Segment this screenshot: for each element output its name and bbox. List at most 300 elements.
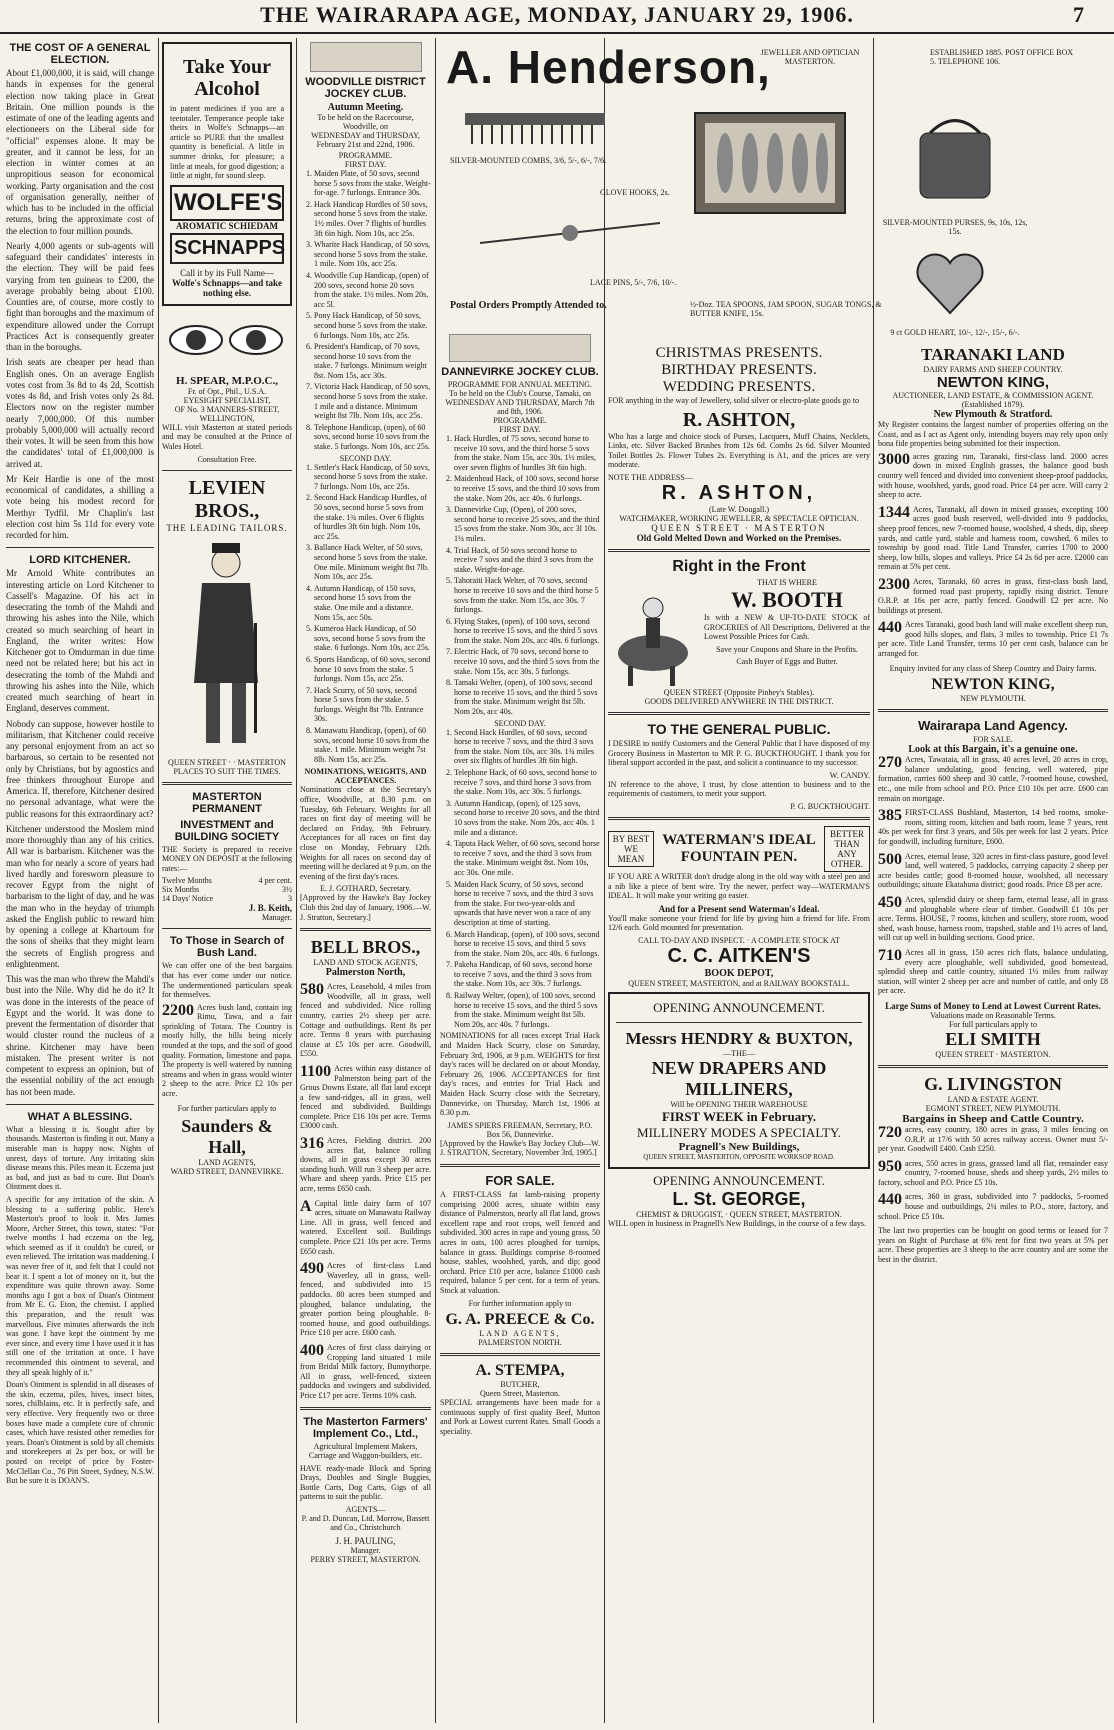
race-item: 1. Settler's Hack Handicap, of 50 sovs, second horse 5 sovs from the stake. 7 furlongs. Nom 10s, acc 25s. [314, 463, 431, 492]
waterman-banner [608, 826, 870, 872]
race-item: 8. Tamaki Welter, (open), of 100 sovs, second horse to receive 15 sovs, and the third 5 sovs from the stake. Minimum weight 8st 5lb. Nom 20s, acc 40s. [454, 678, 600, 716]
wairarapa-terms: Large Sums of Money to Lend at Lowest Current Rates. [885, 1000, 1101, 1011]
listing-text: acres, 550 acres in grass, grassed land all flat, remainder easy country, 7-roomed house, sheds and sheep yards, 2½ miles to factory, school and P.O. Price £5 10s. [878, 1158, 1108, 1187]
election-paragraph: Mr Keir Hardie is one of the most economical of candidates, a shilling a vote being his modest record for Merthyr Tydfil. Mr Chaplin's last election cost him 5s 11d for every vote recorded for him. [6, 473, 154, 540]
wolfes-tagline: Wolfe's Schnapps—and take nothing else. [171, 277, 283, 298]
society-manager: J. B. Keith, [248, 903, 292, 914]
woodville-meeting: Autumn Meeting. [327, 102, 404, 113]
land-listing [878, 755, 1108, 803]
lace-pin-illustration [470, 203, 670, 263]
xmas-heading: CHRISTMAS PRESENTS. [655, 345, 823, 361]
race-item: 1. Hack Hurdles, of 75 sovs, second horse to receive 10 sovs, and the third horse 5 sovs from the stake. Nom 15s, acc 30s. 1½ miles, over seven flights of hurdles 3ft 6in high. [454, 434, 600, 472]
listing-text: Acres, eternal lease, 320 acres in first-class pasture, good level land, well watered, 5 paddocks, carrying capacity 2 sheep per acre besides cattle; good 8-roomed house, woolshed, all necessary outbuildings; situate Ekatahuna district; good roads. Price £8 per acre. [878, 851, 1108, 890]
acre-count: 500 [878, 850, 902, 868]
race-item: 4. Woodville Cup Handicap, (open) of 200 sovs, second horse 20 sovs from the stake. 1½ miles. Nom 20s, acc 5l. [314, 271, 431, 309]
pauling-name: J. H. PAULING, [335, 1536, 396, 1547]
livingston-note: The last two properties can be bought on good terms or leased for 7 years on Right of Purchase at 6% rent for first two years at 5% per acre. These properties are 3 sheep to the acre country and are some the best in the district. [878, 1226, 1108, 1265]
schnapps-logo: SCHNAPPS [170, 233, 284, 264]
nominations-heading: NOMINATIONS, WEIGHTS, AND ACCEPTANCES. [304, 767, 427, 786]
land-listing [878, 948, 1108, 996]
rate-label: Six Months [162, 885, 200, 895]
race-item: 8. Manawatu Handicap, (open), of 60 sovs, second horse 10 sovs from the stake. 1 mile. Minimum weight 7st 8lb. Nom 15s, acc 25s. [314, 726, 431, 764]
acre-count: 2300 [878, 575, 910, 593]
land-listing [300, 1136, 431, 1194]
st-george-body: WILL open in business in Pragnell's New Buildings, in the course of a few days. [608, 1218, 866, 1228]
newspaper-title: THE WAIRARAPA AGE, MONDAY, JANUARY 29, 1906. [260, 2, 854, 27]
pragnell-address: QUEEN STREET, MASTERTON, OPPOSITE WORKSOP ROAD. [643, 1152, 835, 1161]
race-item: 8. Telephone Handicap, (open), of 60 sovs, second horse 10 sovs from the stake. 5 furlongs. Nom 10s, acc 25s. [314, 423, 431, 452]
saunders-address: WARD STREET, DANNEVIRKE. [170, 1167, 284, 1177]
opening-heading: OPENING ANNOUNCEMENT. [653, 999, 825, 1015]
pragnell-buildings: Pragnell's New Buildings, [678, 1140, 800, 1153]
day-label: SECOND DAY. [494, 718, 546, 728]
race-item: 2. Second Hack Handicap Hurdles, of 50 sovs, second horse 5 sovs from the stake. 1¾ miles. Over 6 flights of hurdles 3ft 6in high. Nom 10s, acc 25s. [314, 493, 431, 541]
wolfes-tagline: Call it by its Full Name— [180, 267, 274, 278]
kitchener-paragraph: Mr Arnold White contributes an interesting article on Lord Kitchener to Cassell's Magazine. Of his act in desecrating the tomb of the Mahdi and throwing his ashes into the Nile, which created so much searching of heart in England, the writer writes: How Kitchener got to Omdurman in due time need not be related here; but his act in desecrating the tomb of the Mahdi and throwing his ashes into the Nile, which created much searching of heart in England, deserves comment. [6, 568, 154, 714]
henderson-established: ESTABLISHED 1885. POST OFFICE BOX 5. TELEPHONE 106. [930, 48, 1074, 66]
acre-count: 400 [300, 1341, 324, 1359]
front-subtitle: THAT IS WHERE [757, 577, 817, 587]
acre-count: 440 [878, 1191, 902, 1209]
heart-locket-illustration [910, 243, 990, 323]
millinery-heading: MILLINERY MODES A SPECIALTY. [637, 1124, 841, 1140]
race-list [300, 169, 431, 452]
aitken-subtitle: BOOK DEPOT, [704, 967, 774, 979]
race-item: 6. Sports Handicap, of 60 sovs, second horse 10 sovs from the stake. 5 furlongs. Nom 15s, acc 25s. [314, 655, 431, 684]
lace-caption: LACE PINS, 5/-, 7/6, 10/-. [590, 278, 677, 287]
newton-name: NEWTON KING, [931, 676, 1055, 694]
forsale-heading: FOR SALE. [485, 1172, 555, 1188]
land-listing [300, 1064, 431, 1131]
acre-count: 1344 [878, 503, 910, 521]
booth-name: W. BOOTH [731, 586, 843, 612]
ashton-name: R. ASHTON, [682, 408, 796, 431]
divider [300, 928, 431, 931]
race-item: 6. President's Handicap, of 70 sovs, second horse 10 sovs from the stake. 7 furlongs. Minimum weight 8st. Nom 15s, acc 30s. [314, 342, 431, 380]
ashton-gold: Old Gold Melted Down and Worked on the Premises. [636, 532, 842, 543]
candy-signature: W. CANDY. [829, 770, 870, 780]
election-paragraph: About £1,000,000, it is said, will change hands in expenses for the general election now taking place in Great Britain. One million pounds is the estimate of one of the leading agents and electioneers on the Liberal side for "official" expenses alone. It may be greater, and it cannot be less, for an election in winter comes at an unpropitious season for economical working. Party organisation and the cost of organisation generally, neither of which has to be included in the official returns, bring the approximate cost of the election to four million pounds. [6, 68, 154, 236]
purse-illustration [910, 108, 1000, 208]
acre-count: 2200 [162, 1001, 194, 1019]
kitchener-paragraph: This was the man who threw the Mahdi's bust into the Nile. Why did he do it? It was done in the interests of the peace of Egypt and the world. It was done to prevent the fermentation of disorder that would cluster round the nucleus of a shrine. Kitchener may have been mistaken. The present writer is not competent to express an opinion, but of the essential nobility of the act enough has not been made. [6, 974, 154, 1097]
divider [162, 470, 292, 471]
hendry-will: Will be OPENING THEIR WAREHOUSE [670, 1099, 808, 1109]
column-rule [158, 38, 159, 1723]
wolfes-advert [162, 42, 292, 306]
racehorse-engraving [310, 42, 422, 72]
kitchener-paragraph: Kitchener understood the Moslem mind more thoroughly than any of his critics. All war is barbarism. Kitchener was the man who for nearly a score of years had lived hardly and foresworn pleasure to recover Egypt from the night of barbarism to the light of day, and he was the man who in the heyday of triumph asked the English public to reward him by opening a college at Khartoum for the sons of sheiks that they might learn the secrets of English progress and enlightenment. [6, 823, 154, 969]
waterman-body: IF YOU ARE A WRITER don't drudge along in the old way with a steel pen and a nib like a piece of bent wire. Try the newer, perfect way—WATERMAN'S IDEAL. It will make your writing go easier. [608, 871, 870, 901]
society-body: THE Society is prepared to receive MONEY ON DEPOSIT at the following rates:— [162, 844, 292, 873]
alcohol-heading: Take Your Alcohol [183, 56, 271, 100]
booth-body: Is with a NEW & UP-TO-DATE STOCK of GROCERIES of All Descriptions, Delivered at the Lowest Possible Prices for Cash. [704, 612, 870, 642]
day-label: FIRST DAY. [344, 160, 387, 169]
stempa-name: A. STEMPA, [475, 1362, 565, 1380]
levien-tagline: PLACES TO SUIT THE TIMES. [173, 766, 281, 776]
forsale-body: A FIRST-CLASS fat lamb-raising property comprising 2000 acres, situate within easy distance of Palmerston, nearly all flat land, grows excellent rape and root crops, well fenced and subdivided. 300 acres in rape and young grass, 50 acres in oats, 100 acres ploughed for turnips, balance in grass. Buildings comprise 8-roomed house, stables, woolshed, yards, and dip; good orchard. Price £10 per acre, balance £1000 cash required, balance 5 per cent. for a term of years. Stock at valuation. [440, 1189, 600, 1295]
public-heading: TO THE GENERAL PUBLIC. [647, 720, 831, 737]
society-manager-title: Manager. [262, 913, 292, 923]
bell-town: Palmerston North, [325, 967, 406, 979]
eli-smith-name: ELI SMITH [945, 1028, 1041, 1049]
acre-count: 385 [878, 807, 902, 825]
divider [6, 547, 154, 548]
acre-count: 950 [878, 1157, 902, 1175]
booth-butter: Cash Buyer of Eggs and Butter. [736, 657, 838, 667]
listing-text: acres, easy country, 180 acres in grass, 3 miles fencing on O.R.P. at 17/6 with 50 acres railway access. Owner must 5/- per year. Goodwill £400. Cash £250. [878, 1124, 1108, 1154]
acre-count: 3000 [878, 450, 910, 468]
horseman-illustration [608, 578, 698, 688]
divider [440, 1164, 600, 1167]
booth-goods: GOODS DELIVERED ANYWHERE IN THE DISTRICT. [644, 696, 834, 706]
bell-name: BELL BROS., [310, 937, 421, 958]
blessing-paragraph: What a blessing it is. Sought after by thousands. Masterton is finding it out. Many a miserable man is happy now. Nights of unrest, days of torture. Any irritating skin disease means this. Piles mean it. Eczema just as bad, and just as bad to cure. But Doan's Ointment does it. [6, 1124, 154, 1192]
hendry-advert [608, 992, 870, 1169]
listing-text: acres grazing run, Taranaki, first-class land. 2000 acres down in mixed English grasses, the balance good bush country well fenced and divided into convenient sheep-proof paddocks, with house, woolshed, yards, good road. Price £4 per acre. Will carry 2 sheep to acre. [878, 451, 1108, 500]
farmers-body: HAVE ready-made Block and Spring Drays, Doubles and Single Buggies, Bottle Carts, Dog Carts, Gigs of all patterns to suit the public. [300, 1463, 431, 1502]
race-item: 6. March Handicap, (open), of 100 sovs, second horse to receive 15 sovs, and third 5 sovs from the stake. Nom 20s, acc 40s. 6 furlongs. [454, 930, 600, 959]
listing-text: Capital little dairy farm of 107 acres, situate on Manawatu Railway Line. All in grass, well fenced and watered. Excellent soil. Buildings complete. Price £21 10s per acre. Terms £650 cash. [300, 1198, 431, 1256]
spear-detail: OF No. 3 MANNERS-STREET, WELLINGTON, [174, 404, 280, 423]
society-heading: MASTERTON PERMANENT [192, 790, 262, 815]
newton-enquiry: Enquiry invited for any class of Sheep Country and Dairy farms. [889, 663, 1097, 673]
listing-text: Acres all in grass, 150 acres rich flats, balance undulating, every acre ploughable, well subdivided, good homestead, splendid sheep and cattle country, situated 1½ miles from railway station, will winter 2 sheep per acre and number of cattle, and only £8 per acre. [878, 947, 1108, 996]
rate-value: 4 per cent. [258, 876, 292, 886]
land-listing [878, 452, 1108, 500]
the-label: —THE— [723, 1048, 755, 1058]
programme-label: PROGRAMME. [338, 151, 393, 160]
ashton-name: R. ASHTON, [661, 481, 817, 504]
listing-text: Acres, Tawataia, all in grass, 40 acres level, 20 acres in crop, balance undulating, good fencing, well watered, pipe formation, carries 600 sheep and 30 cattle, 7-roomed house, cowshed, etc., one mile from school and P.O. Price £10 10s per acre. £600 can remain on mortgage. [878, 755, 1108, 803]
rate-row [162, 894, 292, 903]
levien-address: QUEEN STREET · · MASTERTON [168, 757, 286, 767]
land-listing [300, 1261, 431, 1338]
levien-subtitle: THE LEADING TAILORS. [166, 522, 288, 533]
race-item: 2. Hack Handicap Hurdles of 50 sovs, second horse 5 sovs from the stake. 1½ miles. Over 7 flights of hurdles 3ft 6in high. Nom 10s, acc 25s. [314, 200, 431, 238]
land-listing [878, 1159, 1108, 1188]
stempa-subtitle: BUTCHER, [500, 1380, 540, 1390]
divider [608, 817, 870, 820]
nominations-body: Nominations close at the Secretary's office, Woodville, at 8.30 p.m. on Tuesday, 6th February. Weights for all races on first day of meeting will be declared on Friday, 9th February. Acceptances for all races on first day close on Monday, February 12th. Weights for all races on second day of meeting will be declared at 9 p.m. on the evening of the first day's races. [300, 785, 431, 881]
buckthought-signature: P. G. BUCKTHOUGHT. [790, 801, 870, 811]
programme-label: PROGRAMME. [493, 416, 547, 425]
ashton-body: Who has a large and choice stock of Purses, Lacquers, Muff Chains, Necklets, Links, etc. Silver Backed Brushes from 12s 6d. Combs 2s 6d. Silver Mounted Toilet Bottles 2s. Flower Tubes 2s. Everything is A1, and the prices are very moderate. [608, 431, 870, 470]
race-item: 7. Victoria Hack Handicap, of 50 sovs, second horse 5 sovs from the stake. 1 mile and a distance. Minimum weight 8st 7lb. Nom 10s, acc 25s. [314, 382, 431, 420]
acre-count: 1100 [300, 1062, 332, 1080]
bush-intro: We can offer one of the best bargains that has ever come under our notice. The undermentioned particulars speak for themselves. [162, 961, 292, 1000]
race-item: 5. Tahoraiti Hack Welter, of 70 sovs, second horse to receive 10 sovs and the third horse 5 sovs from the stake. Nom 15s, acc 30s. 7 furlongs. [454, 576, 600, 614]
public-body: IN reference to the above, I trust, by close attention to business and to the requirements of customers, to merit your support. [608, 779, 870, 799]
pauling-address: PERRY STREET, MASTERTON. [310, 1555, 421, 1565]
society-heading: INVESTMENT and BUILDING SOCIETY [174, 818, 280, 843]
race-item: 3. Dannevirke Cup, (Open), of 200 sovs, second horse to receive 25 sovs, and the third 15 sovs from the stake. Nom 30s, acc 3l 10s. 1¼ miles. [454, 505, 600, 543]
ashton-street: QUEEN STREET · MASTERTON [651, 522, 827, 533]
waterman-right: BETTER THAN ANY OTHER. [824, 826, 870, 872]
race-list [440, 728, 600, 1030]
race-item: 1. Maiden Plate, of 50 sovs, second horse 5 sovs from the stake. Weight-for-age. 7 furlongs. Entrance 30s. [314, 169, 431, 198]
kitchener-heading: LORD KITCHENER. [29, 554, 131, 567]
gentleman-illustration [162, 533, 290, 753]
listing-text: Acres, Taranaki, 60 acres in grass, first-class bush land, formed road past property, rapidly rising district. Tenure O.R.P. at 16s per acre, partly fenced. Goodwill £2 per acre. No buildings at present. [878, 576, 1108, 615]
booth-advert [608, 578, 870, 688]
divider [162, 782, 292, 785]
race-item: 1. Second Hack Hurdles, of 60 sovs, second horse to receive 7 sovs, and the third 3 sovs from the stake. Nom 10s, acc 30s. 1¾ miles over six flights of hurdles 3ft 6in high. [454, 728, 600, 766]
livingston-address: EGMONT STREET, NEW PLYMOUTH. [925, 1103, 1061, 1113]
land-listing [878, 505, 1108, 572]
race-item: 3. Ballance Hack Welter, of 50 sovs, second horse 5 sovs from the stake. One mile. Minimum weight 8st 7lb. Nom 10s, acc 25s. [314, 543, 431, 581]
bell-subtitle: LAND AND STOCK AGENTS, [313, 958, 418, 968]
booth-address: QUEEN STREET (Opposite Pinhey's Stables). [663, 687, 815, 697]
livingston-name: G. LIVINGSTON [924, 1073, 1062, 1094]
column-6 [878, 345, 1108, 1723]
aitken-address: QUEEN STREET, MASTERTON, and at RAILWAY BOOKSTALL. [628, 978, 850, 988]
acre-count: 440 [878, 619, 902, 637]
ashton-late: (Late W. Dougall.) [709, 504, 769, 514]
listing-text: Acres, Taranaki, all down in mixed grasses, excepting 100 acres good bush reserved, well-divided into 9 paddocks, sheep proof fences, new 7-roomed house, woolshed, 4 sheds, dip, sheep yards, and cattle yard, stable and harness room, cowshed, 6 miles to township by good road. Title Land Transfer, carries 1700 to 2000 sheep, low hills, slopes and valleys. Price £4 2s 6d per acre. £2000 can remain at 5% per cent. [878, 504, 1108, 572]
race-list [300, 463, 431, 765]
land-listing [878, 808, 1108, 846]
front-heading: Right in the Front [672, 557, 806, 575]
blessing-heading: WHAT A BLESSING. [27, 1110, 133, 1123]
newton-town: New Plymouth & Stratford. [933, 409, 1053, 420]
race-item: 7. Hack Scurry, of 50 sovs, second horse 5 sovs from the stake. 5 furlongs. Weight 8st 7lb. Entrance 30s. [314, 686, 431, 724]
spear-detail: Fr. of Opt., Phil., U.S.A. [187, 386, 267, 396]
bush-listing [162, 1003, 292, 1099]
glove-caption: GLOVE HOOKS, 2s. [600, 188, 670, 197]
race-item: 4. Autumn Handicap, of 150 sovs, second horse 15 sovs from the stake. One mile and a distance. Nom 15s, acc 50s. [314, 584, 431, 622]
column-3 [300, 38, 431, 1723]
preece-town: PALMERSTON NORTH. [478, 1338, 562, 1348]
taranaki-subtitle: DAIRY FARMS AND SHEEP COUNTRY. [923, 365, 1063, 374]
bush-more: For further particulars apply to [177, 1103, 277, 1113]
divider [608, 549, 870, 552]
land-listing [300, 982, 431, 1059]
spoons-caption: ½-Doz. TEA SPOONS, JAM SPOON, SUGAR TONGS, & BUTTER KNIFE, 15s. [690, 300, 882, 318]
dannevirke-nominations: NOMINATIONS for all races except Trial Hack and Maiden Hack Scurry, close on Saturday, February 3rd, 1906, at 9 p.m. WEIGHTS for first day's races will be declared on or about Monday, February 26, 1906. ACCEPTANCES for first day's races, and entries for Trial Hack and Maiden Hack Scurry close with the Secretary, Dannevirke, on Thursday, March 1st, 1906 at 8.30 p.m. [440, 1031, 600, 1118]
race-item: 4. Taputa Hack Welter, of 60 sovs, second horse to receive 7 sovs, and the third 3 sovs from the stake. Minimum weight 8st. Nom 10s, acc 30s. One mile. [454, 839, 600, 877]
blessing-paragraph: Doan's Ointment is splendid in all diseases of the skin, eczema, piles, hives, insect bites, sores, chilblains, etc. It is perfectly safe, and very effective. Very frequently two or three boxes have made a complete cure of chronic cases, which have resisted other remedies for years. Doan's Ointment is sold by all chemists and storekeepers at 2s per box, or will be posted on receipt of price by Foster-McClellan Co., 76 Pitt Street, Sydney, N.S.W. But be sure it is DOAN'S. [6, 1380, 154, 1486]
divider [878, 1065, 1108, 1068]
combs-caption: SILVER-MOUNTED COMBS, 3/6, 5/-, 6/-, 7/6. [450, 156, 607, 165]
rate-row [162, 885, 292, 894]
agents-names: P. and D. Duncan, Ltd. Morrow, Bassett and Co., Christchurch [301, 1514, 430, 1533]
dannevirke-title: DANNEVIRKE JOCKEY CLUB. [441, 366, 599, 378]
divider [608, 712, 870, 715]
race-item: 2. Telephone Hack, of 60 sovs, second horse to receive 7 sovs, and third horse 3 sovs from the stake. Nom 10s, acc 30s. 5 furlongs. [454, 768, 600, 797]
rate-value: 3½ [282, 885, 292, 895]
saunders-name: Saunders & Hall, [181, 1116, 273, 1158]
column-4 [440, 330, 600, 1723]
divider [878, 709, 1108, 712]
pauling-title: Manager. [350, 1546, 381, 1556]
saunders-subtitle: LAND AGENTS, [198, 1158, 256, 1168]
woodville-held: To be held on the Racecourse, Woodville, on [317, 113, 414, 131]
waterman-gold: You'll make someone your friend for life by giving him a friend for life. From 12/6 each. Gold mounted for presentation. [608, 913, 870, 933]
divider [162, 928, 292, 929]
listing-text: Acres of first class dairying or Cropping land situated 1 mile from Bridal Milk factory, Bunnythorpe. All in grass, well-fenced, sixteen paddocks and swingers and subdivided. Price £17 per acre. Terms 10% cash. [300, 1342, 431, 1400]
newton-trade: AUCTIONEER, LAND ESTATE, & COMMISSION AGENT. (Established 1879). [892, 391, 1094, 409]
land-listing [300, 1343, 431, 1401]
acre-count: 316 [300, 1135, 324, 1153]
column-rule [296, 38, 297, 1723]
acre-count: 270 [878, 754, 902, 772]
race-item: 6. Flying Stakes, (open), of 100 sovs, second horse to receive 15 sovs, and the third 5 sovs from the stake. Nom 20s, acc 40s. 6 furlongs. [454, 617, 600, 646]
column-rule [435, 38, 436, 1723]
aitken-call: CALL TO-DAY AND INSPECT. · A COMPLETE STOCK AT [638, 935, 840, 945]
ashton-trade: WATCHMAKER, WORKING JEWELLER, & SPECTACLE OPTICIAN. [619, 513, 859, 523]
wolfes-logo: WOLFE'S [170, 185, 284, 221]
spear-name: H. SPEAR, M.P.O.C., [176, 374, 278, 387]
approval-note: [Approved by the Hawke's Bay Jockey Club this 2nd day of January, 1906.—W. J. Stratton, Secretary.] [300, 893, 431, 922]
spear-detail: EYESIGHT SPECIALIST, [183, 395, 271, 405]
public-body: I DESIRE to notify Customers and the General Public that I have disposed of my Grocery Business in Masterton to MR P. G. BUCKTHOUGHT. I thank you for liberal support accorded in the past, and solicit a continuance to my successor. [608, 738, 870, 768]
xmas-body: FOR anything in the way of Jewellery, solid silver or electro-plate goods go to [608, 396, 859, 405]
land-listing [878, 852, 1108, 890]
race-item: 5. Pony Hack Handicap, of 50 sovs, second horse 5 sovs from the stake. 6 furlongs. Nom 10s, acc 25s. [314, 311, 431, 340]
rate-label: Twelve Months [162, 876, 212, 886]
newton-intro: My Register contains the largest number of properties offering on the Coast, and as I act as Agent only, intending buyers may rely upon only bona fide properties being submitted for their inspection. [878, 420, 1108, 449]
purses-caption: SILVER-MOUNTED PURSES, 9s, 10s, 12s, 15s. [882, 218, 1028, 236]
rate-row [162, 876, 292, 885]
election-paragraph: Irish seats are cheaper per head than English ones. On an average English votes cost from 3s 8d to 4s 2d, Scottish votes 4s 8d, and Irish votes only 2s 8d. Electors now on the register number nearly 7,000,000. Of this number probably 5,000,000 will actually record their votes. It will be seen from this how the candidates' total of £1,000,000 is arrived at. [6, 357, 154, 469]
divider [440, 1353, 600, 1356]
divider [6, 1104, 154, 1105]
st-george-name: L. St. GEORGE, [672, 1188, 806, 1209]
race-item: 8. Railway Welter, (open), of 100 sovs, second horse to receive 15 sovs, and the third 5 sovs from the stake. Minimum weight 8st 5lb. Nom 20s, acc 40s. 7 furlongs. [454, 991, 600, 1029]
aitken-name: C. C. AITKEN'S [667, 944, 811, 967]
listing-text: FIRST-CLASS Bushland, Masterton, 14 bed rooms, smoke-room, sitting room, kitchen and bath room, lease 7 years, rent 40s per week for first 3 years, and 50s per week for last 2 years. Price for goodwill, including furniture, £600. [878, 808, 1108, 846]
race-list [440, 434, 600, 717]
land-listing [300, 1199, 431, 1257]
rate-label: 14 Days' Notice [162, 894, 214, 904]
race-item: 7. Pakeha Handicap, of 60 sovs, second horse to receive 7 sovs, and the third 3 sovs from the stake. Nom 10s, acc 30s. 7 furlongs. [454, 960, 600, 989]
listing-text: Acres, Fielding district. 200 acres flat, balance rolling downs, all in grass except 30 acres standing bush. Will run 3 sheep per acre. Whare and sheep yards. Price £15 per acre, terms £650 cash. [300, 1136, 431, 1194]
waterman-left: BY BEST WE MEAN [608, 831, 654, 867]
stempa-body: SPECIAL arrangements have been made for a continuous supply of first quality Beef, Mutton and Pork at Lowest current Rates. Small Goods a speciality. [440, 1398, 600, 1436]
henderson-trade: JEWELLER AND OPTICIAN MASTERTON. [760, 48, 860, 66]
wolfes-subtitle: AROMATIC SCHIEDAM [175, 220, 279, 231]
newton-name: NEWTON KING, [936, 374, 1050, 391]
acre-count: A [300, 1197, 312, 1215]
preece-name: G. A. PREECE & Co. [445, 1311, 595, 1329]
listing-text: Acres within easy distance of Palmerston being part of the Grous Downs Estate, all flat land except a few sand-ridges, all in grass, well fenced and subdivided. Buildings complete. Price £16 10s per acre. Terms £3000 cash. [300, 1063, 431, 1131]
masthead [0, 0, 1114, 34]
secretary: E. J. GOTHARD, Secretary. [320, 884, 411, 894]
blessing-paragraph: A specific for any irritation of the skin. A blessing to a suffering public. Here's Masterton's proof to look it. Mrs James Moore, Archer Street, this town, states: "For twelve months I had eczema on the leg, which seemed as if it couldn't be cured, or even relieved. The irritation was maddening. I was never free of it, and felt that I could not bear it. I spent a lot of money on it, but the expenditure was quite thrown away. Some months ago I got a box of Doan's Ointment from Mr E. G. Eton, the chemist. I applied this preparation, and the result was marvellous. Five minutes afterwards the itch was gone. I have kept the ointment by me ever since, and every time I have used it it has still one of the irritation at once. I have recommended this ointment to several, and they all speak highly of it." [6, 1194, 154, 1377]
wairarapa-heading: Wairarapa Land Agency. [918, 718, 1068, 734]
page-number: 7 [1073, 2, 1084, 27]
listing-text: Acres, splendid dairy or sheep farm, eternal lease, all in grass and ploughable where clear of timber. Goodwill £1 10s per acre. Terms. HOUSE, 7 rooms, kitchen and scullery, store room, wood shed, wash house, harness room, trapshed, stable and 1½ acres of land, will cut up well in building sections. Good price. [878, 894, 1108, 943]
wairarapa-forsale: FOR SALE. [973, 735, 1013, 745]
acre-count: 580 [300, 981, 324, 999]
racehorse-engraving [449, 334, 591, 362]
dannevirke-programme: PROGRAMME FOR ANNUAL MEETING. [447, 380, 593, 389]
wairarapa-valuations: Valuations made on Reasonable Terms. [930, 1010, 1056, 1020]
land-listing [878, 1125, 1108, 1154]
note-address: NOTE THE ADDRESS— [608, 472, 693, 482]
comb-illustration [460, 108, 610, 148]
race-item: 7. Electric Hack, of 70 sovs, second horse to receive 10 sovs, and the third 5 sovs from the stake. Nom 15s, acc 30s. 5 furlongs. [454, 647, 600, 676]
listing-text: Acres Taranaki, good bush land will make excellent sheep run, good hills slopes, and flats, 3 miles to township. Price £1 7s per acre. Title Land Transfer, terms 10 per cent cash, balance can be arranged for. [878, 620, 1108, 659]
opening-heading: OPENING ANNOUNCEMENT. [653, 1172, 825, 1188]
day-label: FIRST DAY. [499, 425, 541, 434]
land-listing [878, 620, 1108, 658]
listing-text: Acres, Leasehold, 4 miles from Woodville, all in grass, well fenced and subdivided. Nice rolling country, carries 2½ sheep per acre. Cottage and outbuildings. Rent 8s per acre. Terms 8 years with purchasing clause at £5 10s per acre. Goodwill, £550. [300, 982, 431, 1059]
column-2 [162, 38, 292, 1723]
eyes-illustration [162, 310, 290, 370]
xmas-heading: WEDDING PRESENTS. [662, 379, 816, 395]
race-item: 2. Maidenhead Hack, of 100 sovs, second horse to receive 15 sovs, and the third 10 sovs from the stake. Nom 20s, acc 40s. 6 furlongs. [454, 474, 600, 503]
eli-smith-address: QUEEN STREET · MASTERTON. [935, 1049, 1051, 1059]
booth-text [704, 578, 870, 688]
drapers-heading: NEW DRAPERS AND MILLINERS, [651, 1057, 827, 1099]
booth-coupons: Save your Coupons and Share in the Profits. [716, 644, 858, 654]
wairarapa-apply: For full particulars apply to [949, 1019, 1037, 1029]
land-listing [878, 895, 1108, 943]
acre-count: 720 [878, 1123, 902, 1141]
kitchener-paragraph: Nobody can suppose, however hostile to militarism, that Kitchener could receive any personal enjoyment from an act so barbarous, so certain to be resented not only by Christians, but by agnostics and free thinkers throughout Europe and America. If, therefore, Kitchener desired no personal advantage, what were the public reasons for this extraordinary act? [6, 718, 154, 819]
wairarapa-bargain: Look at this Bargain, it's a genuine one. [908, 744, 1078, 756]
livingston-subtitle: LAND & ESTATE AGENT. [947, 1094, 1039, 1104]
listing-text: Acres of first-class Land Waverley, all in grass, well-fenced, and subdivided into 15 paddocks. 80 acres been stumped and ploughed, balance undulating, the greater portion being ploughable. 8-roomed house, and good outbuildings. Price £10 per acre. £600 cash. [300, 1261, 431, 1338]
divider [300, 1407, 431, 1410]
day-label: SECOND DAY. [339, 453, 392, 463]
race-item: 3. Autumn Handicap, (open), of 125 sovs, second horse to receive 20 sovs, and the third 10 sovs from the stake. Nom 20s, acc 40s. 1 mile and a distance. [454, 799, 600, 837]
waterman-present: And for a Present send Waterman's Ideal. [658, 903, 820, 914]
secretary: JAMES SPIERS FREEMAN, Secretary, P.O. Box 56, Dannevirke. [447, 1120, 593, 1139]
alcohol-body: in patent medicines if you are a teetotaler. Temperance people take theirs in Wolfe's Schnapps—an article so PURE that the smallest quantity is beneficial. A little in summer drinks, for pleasure; a little at meals, for good digestion; a little at night, for sound sleep. [170, 104, 284, 181]
waterman-title: WATERMAN'S IDEAL FOUNTAIN PEN. [662, 831, 816, 865]
henderson-name: A. Henderson, [446, 41, 771, 93]
forsale-more: For further information apply to [468, 1298, 572, 1308]
livingston-heading: Bargains in Sheep and Cattle Country. [902, 1112, 1084, 1125]
race-item: 5. Maiden Hack Scurry, of 50 sovs, second horse to receive 7 sovs, and the third 3 sovs from the stake. For two-year-olds and upwards that have never won a race of any description at time of starting. [454, 880, 600, 928]
land-listing [878, 577, 1108, 615]
acre-count: 710 [878, 946, 902, 964]
st-george-subtitle: CHEMIST & DRUGGIST, · QUEEN STREET, MASTERTON. [636, 1209, 842, 1219]
race-item: 3. Wharite Hack Handicap, of 50 sovs, second horse 5 sovs from the stake. 1 mile. Nom 10s, acc 25s. [314, 240, 431, 269]
levien-name: LEVIEN BROS., [188, 476, 266, 522]
listing-text: acres, 360 in grass, subdivided into 7 paddocks, 5-roomed house and outbuildings, 2¼ miles to P.O., store, factory, and school. Price £5 10s. [878, 1192, 1108, 1221]
agents-label: AGENTS— [345, 1505, 386, 1515]
race-item: 4. Trial Hack, of 50 sovs second horse to receive 7 sovs and the third 3 sovs from the stake. Weight-for-age. [454, 546, 600, 575]
listing-text: Acres bush land, contain ing Rimu, Tawa, and a fair sprinkling of Totara. The Country is mostly hilly, the hills being nicely rounded at the tops, and the soil of good quality. Formation, limestone and papa. The property is well watered by running streams and when in grass would winter 2 sheep to the acre. Price £2 10s per acre. [162, 1002, 292, 1099]
bush-heading: To Those in Search of Bush Land. [169, 935, 285, 960]
hendry-name: Messrs HENDRY & BUXTON, [625, 1028, 853, 1048]
spear-detail: Consultation Free. [197, 454, 257, 464]
election-paragraph: Nearly 4,000 agents or sub-agents will safeguard their candidates' interests in the election. They will be paid fees varying from ten guineas to £200, the average probably being about £100. Counties are, of course, more costly to fight than boroughs and the maximum of expenditure allowed under the Corrupt Practices Act is consequently greater than in the boroughs. [6, 240, 154, 352]
approval-note: [Approved by the Hawke's Bay Jockey Club—W. J. STRATTON, Secretary, November 3rd, 1905.] [440, 1138, 600, 1158]
land-listing [878, 1192, 1108, 1221]
farmers-subtitle: Agricultural Implement Makers, Carriage and Waggon-builders, etc. [308, 1441, 423, 1461]
dannevirke-held: To be held on the Club's Course, Tamaki, on WEDNESDAY AND THURSDAY, March 7th and 8th, 1906. [445, 389, 595, 416]
election-heading: THE COST OF A GENERAL ELECTION. [9, 42, 151, 66]
taranaki-heading: TARANAKI LAND [921, 345, 1065, 364]
woodville-dates: WEDNESDAY and THURSDAY, February 21st and 22nd, 1906. [311, 131, 420, 149]
divider [616, 1022, 862, 1023]
cutlery-case-illustration [690, 108, 850, 218]
column-5 [608, 345, 870, 1723]
newton-town: NEW PLYMOUTH. [960, 694, 1026, 704]
rate-value: 3 [288, 894, 292, 904]
acre-count: 490 [300, 1260, 324, 1278]
stempa-address: Queen Street, Masterton. [480, 1389, 560, 1399]
woodville-title: WOODVILLE DISTRICT JOCKEY CLUB. [305, 76, 426, 100]
farmers-heading: The Masterton Farmers' Implement Co., Ltd., [303, 1415, 428, 1440]
acre-count: 450 [878, 893, 902, 911]
postal-orders: Postal Orders Promptly Attended to. [450, 300, 607, 311]
